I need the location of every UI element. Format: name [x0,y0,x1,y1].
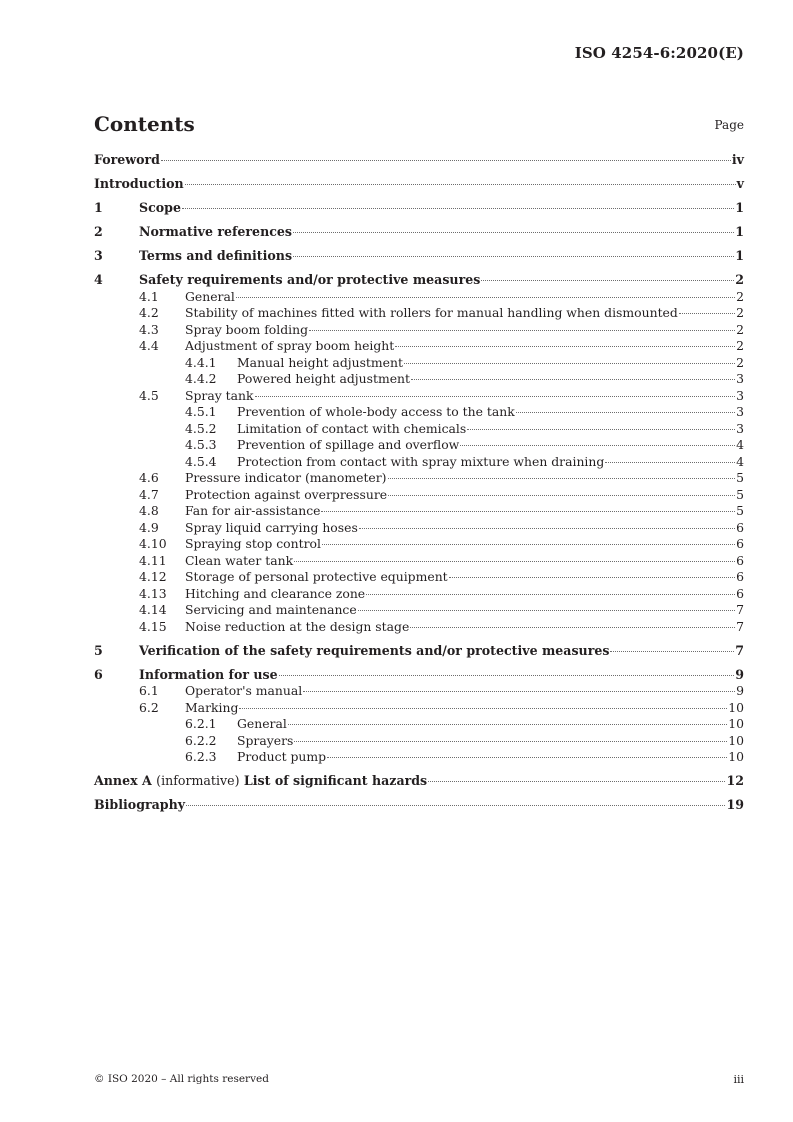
toc-entry-number: 6.2.1 [185,716,217,731]
toc-entry-title: Normative references [139,224,293,239]
toc-entry-number: 1 [94,200,103,215]
toc-entry-number: 4.5.2 [185,420,217,436]
toc-entry[interactable] [94,700,744,717]
toc-entry-page: 4 [736,453,744,469]
toc-entry-number: 4.4.1 [185,354,217,370]
toc-entry[interactable] [94,586,744,603]
toc-entry[interactable] [94,454,744,471]
toc-entry-page: 19 [726,797,744,812]
toc-entry-page: 1 [735,200,744,215]
toc-entry-page: 3 [736,420,744,436]
toc-entry-title: Bibliography [94,797,186,812]
toc-entry-page: 1 [735,248,744,263]
toc-entry-number: 4.15 [139,618,167,634]
document-id: ISO 4254-6:2020(E) [574,44,744,62]
toc-entry-page: 2 [736,321,744,337]
toc-entry-number: 4.9 [139,519,159,535]
toc-entry-title: Spray liquid carrying hoses [185,519,358,535]
toc-entry[interactable] [94,553,744,570]
toc-entry-number: 4.1 [139,288,159,304]
toc-entry-number: 4.11 [139,552,167,568]
toc-entry-title: Product pump [237,749,327,764]
dot-leader [293,232,734,233]
dot-leader [303,691,735,692]
toc-entry[interactable] [94,388,744,405]
toc-entry-number: 4.12 [139,569,167,584]
toc-entry-title: Safety requirements and/or protective measures [139,272,481,287]
toc-entry-number: 4.6 [139,470,159,485]
toc-entry-number: 6.2 [139,699,159,715]
toc-entry[interactable] [94,487,744,504]
dot-leader [366,594,735,595]
toc-entry-title: Introduction [94,176,184,191]
dot-leader [327,757,727,758]
toc-entry[interactable] [94,749,744,766]
toc-entry[interactable] [94,200,744,217]
toc-entry[interactable] [94,437,744,454]
toc-entry[interactable] [94,404,744,421]
toc-entry-page: 10 [728,699,744,715]
dot-leader [161,160,731,161]
toc-entry-title: General [237,716,287,731]
toc-entry-page: 2 [736,288,744,304]
toc-entry-title: Sprayers [237,732,294,748]
toc-entry[interactable] [94,421,744,438]
toc-entry-number: 4.10 [139,536,167,551]
toc-entry-number: 3 [94,248,103,263]
toc-entry-number: 5 [94,642,103,658]
toc-entry-number: 6 [94,666,103,682]
toc-entry-title: Servicing and maintenance [185,602,357,617]
dot-leader [481,280,734,281]
toc-entry-title: Terms and definitions [139,248,293,263]
dot-leader [294,561,735,562]
toc-entry-title: Manual height adjustment [237,354,403,370]
dot-leader [293,256,734,257]
toc-entry-title: Clean water tank [185,552,294,568]
toc-annex-title [94,773,427,790]
toc-entry-page: 3 [736,404,744,419]
dot-leader [516,412,735,413]
page-number: iii [733,1073,744,1086]
toc-entry[interactable] [94,371,744,388]
toc-entry-page: 6 [736,519,744,535]
toc-entry-page: 2 [735,272,744,287]
toc-entry[interactable] [94,797,744,814]
toc-entry-page: 9 [736,683,744,698]
toc-entry[interactable] [94,272,744,289]
toc-entry-number: 4.5.1 [185,404,217,419]
dot-leader [279,675,735,676]
toc-entry-title: Spraying stop control [185,536,321,551]
toc-entry-number: 6.1 [139,683,159,698]
toc-entry-page: 6 [736,585,744,601]
toc-entry[interactable] [94,355,744,372]
toc-entry-number: 4.8 [139,503,159,518]
toc-entry-title: Prevention of spillage and overflow [237,437,460,452]
toc-entry-page: iv [731,152,744,167]
dot-leader [309,330,735,331]
toc-entry-title: Fan for air-assistance [185,503,321,518]
toc-entry-title: Spray boom folding [185,321,309,337]
toc-entry[interactable] [94,503,744,520]
toc-entry-title: Protection against overpressure [185,486,388,502]
dot-leader [185,184,736,185]
toc-entry-title: Powered height adjustment [237,371,410,386]
dot-leader [255,396,736,397]
toc-entry[interactable] [94,289,744,306]
toc-entry-title: Storage of personal protective equipment [185,569,448,584]
toc-entry-title: Hitching and clearance zone [185,585,366,601]
toc-entry-page: 1 [735,224,744,239]
dot-leader [359,528,735,529]
toc-entry-title: Prevention of whole-body access to the tank [237,404,515,419]
toc-entry-page: 7 [735,642,744,658]
toc-entry-number: 4.13 [139,585,167,601]
toc-entry-page: 10 [728,732,744,748]
toc-entry-title: Noise reduction at the design stage [185,618,410,634]
toc-entry[interactable] [94,733,744,750]
toc-entry-title: Limitation of contact with chemicals [237,420,467,436]
toc-entry-title: Protection from contact with spray mixture when draining [237,453,605,469]
toc-entry-title: Foreword [94,152,160,167]
toc-entry-number: 4.5 [139,387,159,403]
toc-entry[interactable] [94,470,744,487]
toc-entry[interactable] [94,176,744,193]
dot-leader [467,429,735,430]
toc-entry[interactable] [94,248,744,265]
contents-heading: Contents [94,112,195,136]
toc-entry-number: 4.5.3 [185,437,217,452]
toc-entry-number: 4.4 [139,338,159,353]
toc-entry[interactable] [94,619,744,636]
annex-type: (informative) [156,773,240,788]
toc-entry[interactable] [94,305,744,322]
toc-entry-number: 2 [94,224,103,239]
toc-entry[interactable] [94,569,744,586]
toc-entry-page: 3 [736,387,744,403]
table-of-contents [94,152,744,814]
toc-entry[interactable] [94,224,744,241]
annex-label: Annex A [94,773,152,788]
toc-entry-page: v [736,176,744,191]
dot-leader [358,610,735,611]
dot-leader [182,208,734,209]
toc-entry-title: Stability of machines fitted with rollers for manual handling when dismounted [185,305,678,320]
toc-entry-number: 4.7 [139,486,159,502]
dot-leader [428,781,725,782]
toc-entry-number: 4.3 [139,321,159,337]
dot-leader [404,363,735,364]
dot-leader [321,511,735,512]
toc-entry-page: 5 [736,486,744,502]
dot-leader [395,346,735,347]
page-column-label: Page [714,118,744,132]
toc-entry-page: 6 [736,552,744,568]
dot-leader [388,495,735,496]
dot-leader [605,462,735,463]
toc-entry-page: 10 [728,749,744,764]
toc-entry[interactable] [94,667,744,684]
toc-entry-page: 2 [736,305,744,320]
dot-leader [288,724,727,725]
toc-entry-page: 4 [736,437,744,452]
dot-leader [186,805,725,806]
toc-entry-title: Operator's manual [185,683,303,698]
toc-entry[interactable] [94,643,744,660]
dot-leader [236,297,735,298]
copyright-notice: © ISO 2020 – All rights reserved [94,1073,269,1085]
toc-entry-title: General [185,288,235,304]
dot-leader [610,651,734,652]
toc-entry-page: 6 [736,569,744,584]
toc-entry-page: 9 [735,666,744,682]
dot-leader [410,627,735,628]
toc-entry-number: 6.2.2 [185,732,217,748]
dot-leader [411,379,735,380]
toc-entry-page: 10 [728,716,744,731]
toc-entry-number: 6.2.3 [185,749,217,764]
toc-entry-page: 5 [736,470,744,485]
toc-entry[interactable] [94,683,744,700]
dot-leader [322,544,735,545]
toc-entry-page: 5 [736,503,744,518]
dot-leader [294,741,727,742]
toc-entry[interactable] [94,322,744,339]
toc-entry-title: Information for use [139,666,278,682]
toc-entry-title: Verification of the safety requirements and/or protective measures [139,642,610,658]
dot-leader [449,577,735,578]
toc-entry-number: 4.5.4 [185,453,217,469]
toc-entry[interactable] [94,716,744,733]
toc-entry-page: 12 [726,773,744,788]
toc-entry-page: 7 [736,618,744,634]
toc-entry-page: 2 [736,338,744,353]
dot-leader [239,708,727,709]
toc-entry-number: 4 [94,272,103,287]
toc-entry-number: 4.2 [139,305,159,320]
toc-entry[interactable] [94,602,744,619]
toc-entry[interactable] [94,152,744,169]
toc-entry-number: 4.14 [139,602,167,617]
toc-entry-title: Adjustment of spray boom height [185,338,395,353]
toc-entry-title: Spray tank [185,387,254,403]
dot-leader [388,478,736,479]
toc-entry[interactable] [94,536,744,553]
annex-title: List of significant hazards [243,773,428,788]
dot-leader [460,445,735,446]
dot-leader [679,313,735,314]
toc-entry-title: Marking [185,699,239,715]
toc-entry-page: 2 [736,354,744,370]
toc-entry-page: 6 [736,536,744,551]
toc-entry-title: Pressure indicator (manometer) [185,470,387,485]
toc-entry-title: Scope [139,200,181,215]
toc-entry[interactable] [94,773,744,790]
toc-entry-page: 7 [736,602,744,617]
toc-entry[interactable] [94,338,744,355]
toc-entry-number: 4.4.2 [185,371,217,386]
toc-entry-page: 3 [736,371,744,386]
toc-entry[interactable] [94,520,744,537]
